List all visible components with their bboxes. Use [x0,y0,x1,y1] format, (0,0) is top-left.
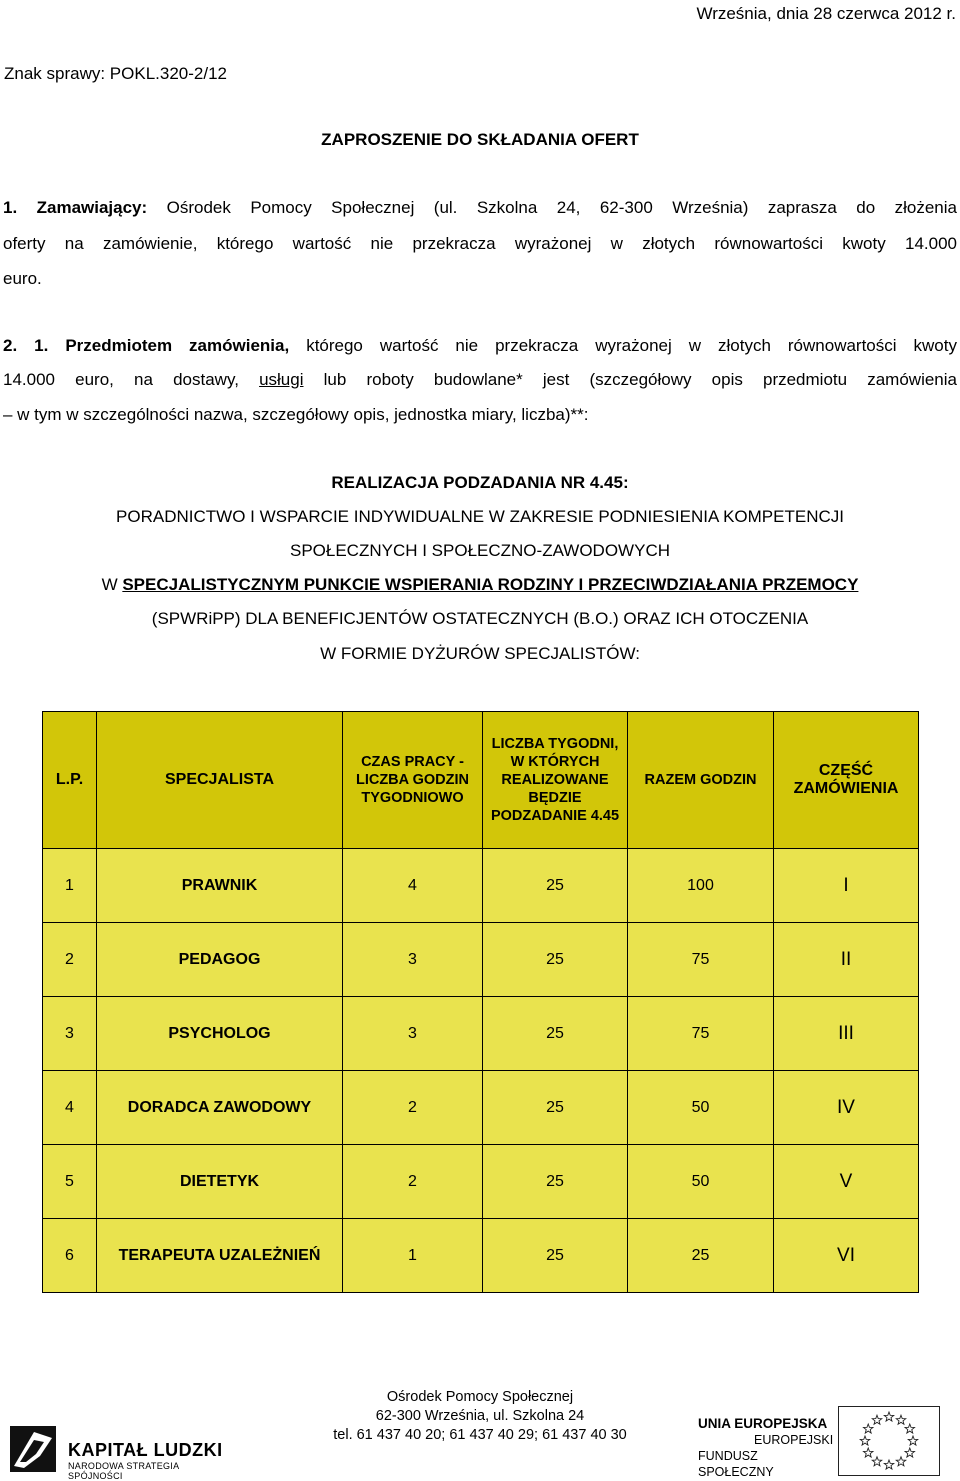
specialists-table [42,711,919,1293]
task-heading: REALIZACJA PODZADANIA NR 4.45: [331,473,629,492]
eu-line3: FUNDUSZ SPOŁECZNY [698,1449,774,1479]
header-hours: CZAS PRACY - LICZBA GODZIN TYGODNIOWO [343,712,483,849]
task-line5: W FORMIE DYŻURÓW SPECJALISTÓW: [320,644,640,663]
header-specialist: SPECJALISTA [97,712,343,849]
cell-total: 75 [628,923,774,997]
kapital-ludzki-mark-icon [10,1426,56,1472]
eu-star-icon [896,1415,906,1424]
cell-total: 75 [628,997,774,1071]
cell-hours: 2 [343,1145,483,1219]
cell-part: V [774,1145,919,1219]
cell-lp: 1 [43,849,97,923]
table-row [43,997,919,1071]
cell-part: VI [774,1219,919,1293]
eu-line2: EUROPEJSKI [754,1433,834,1447]
header-total: RAZEM GODZIN [628,712,774,849]
task-line3-underlined: SPECJALISTYCZNYM PUNKCIE WSPIERANIA RODZINY I PRZECIWDZIAŁANIA PRZEMOCY [122,575,859,594]
eu-star-icon [908,1436,918,1445]
table-row [43,1071,919,1145]
footer-address: 62-300 Września, ul. Szkolna 24 [375,1408,585,1424]
section2-text1: którego wartość nie przekracza wyrażonej w złotych równowartości kwoty [306,336,957,355]
kapital-ludzki-subtitle: NARODOWA STRATEGIA SPÓJNOŚCI [68,1461,179,1481]
section1-line3: euro. [3,269,42,288]
eu-star-icon [905,1424,915,1433]
task-line4: (SPWRiPP) DLA BENEFICJENTÓW OSTATECZNYCH (B.O.) ORAZ ICH OTOCZENIA [151,609,809,628]
footer-phone: tel. 61 437 40 20; 61 437 40 29; 61 437 40 30 [333,1427,627,1443]
header-part: CZĘŚĆ ZAMÓWIENIA [774,712,919,849]
cell-lp: 6 [43,1219,97,1293]
eu-line1: UNIA EUROPEJSKA [698,1416,828,1431]
cell-weeks: 25 [483,923,628,997]
table-row [43,923,919,997]
case-reference: Znak sprawy: POKL.320-2/12 [4,64,228,83]
cell-part: III [774,997,919,1071]
document-title: ZAPROSZENIE DO SKŁADANIA OFERT [321,130,639,149]
cell-part: IV [774,1071,919,1145]
cell-specialist: PRAWNIK [97,849,343,923]
cell-hours: 4 [343,849,483,923]
footer-org: Ośrodek Pomocy Społecznej [386,1389,574,1405]
section1-line2: oferty na zamówienie, którego wartość nie przekracza wyrażonej w złotych równowartości kwoty 14.000 [3,234,957,253]
table-row [43,849,919,923]
task-line1: PORADNICTWO I WSPARCIE INDYWIDUALNE W ZAKRESIE PODNIESIENIA KOMPETENCJI [116,507,844,526]
cell-total: 25 [628,1219,774,1293]
eu-flag-icon [838,1406,940,1476]
cell-lp: 4 [43,1071,97,1145]
cell-total: 100 [628,849,774,923]
cell-part: II [774,923,919,997]
cell-specialist: PEDAGOG [97,923,343,997]
cell-lp: 2 [43,923,97,997]
task-line3-prefix: W [101,575,118,594]
cell-weeks: 25 [483,1145,628,1219]
kapital-ludzki-title: KAPITAŁ LUDZKI [68,1440,223,1460]
eu-star-icon [860,1436,870,1445]
cell-total: 50 [628,1071,774,1145]
eu-star-icon [872,1415,882,1424]
section2-line3: – w tym w szczególności nazwa, szczegółowy opis, jednostka miary, liczba)**: [3,405,589,424]
eu-star-icon [905,1448,915,1457]
table-row [43,1145,919,1219]
section2-services: usługi [259,370,304,389]
eu-star-icon [863,1424,873,1433]
section1-label: 1. Zamawiający: [3,198,148,217]
cell-specialist: TERAPEUTA UZALEŻNIEŃ [97,1219,343,1293]
cell-weeks: 25 [483,1071,628,1145]
kapital-ludzki-logo [8,1424,228,1481]
eu-star-icon [884,1412,894,1421]
section1-line1 [3,198,957,218]
cell-hours: 3 [343,997,483,1071]
eu-star-icon [896,1457,906,1466]
task-line3 [0,575,960,595]
cell-part: I [774,849,919,923]
section2-line1 [3,336,957,356]
section2-line2 [3,370,957,390]
section2-label: 2. 1. Przedmiotem zamówienia, [3,336,290,355]
section2-text2b: lub roboty budowlane* jest (szczegółowy opis przedmiotu zamówienia [323,370,957,389]
cell-lp: 3 [43,997,97,1071]
eu-star-icon [863,1448,873,1457]
cell-weeks: 25 [483,1219,628,1293]
section1-text1: Ośrodek Pomocy Społecznej (ul. Szkolna 24, 62-300 Września) zaprasza do złożenia [166,198,957,217]
cell-hours: 2 [343,1071,483,1145]
header-weeks: LICZBA TYGODNI, W KTÓRYCH REALIZOWANE BĘDZIE PODZADANIE 4.45 [483,712,628,849]
cell-weeks: 25 [483,997,628,1071]
section2-text2a: 14.000 euro, na dostawy, [3,370,239,389]
cell-specialist: PSYCHOLOG [97,997,343,1071]
cell-specialist: DIETETYK [97,1145,343,1219]
header-lp: L.P. [43,712,97,849]
cell-total: 50 [628,1145,774,1219]
table-header-row [43,712,919,849]
table-row [43,1219,919,1293]
cell-hours: 3 [343,923,483,997]
cell-weeks: 25 [483,849,628,923]
cell-lp: 5 [43,1145,97,1219]
date-line: Września, dnia 28 czerwca 2012 r. [696,4,956,23]
eu-star-icon [872,1457,882,1466]
cell-specialist: DORADCA ZAWODOWY [97,1071,343,1145]
eu-text-logo [698,1416,834,1479]
eu-star-icon [884,1460,894,1469]
cell-hours: 1 [343,1219,483,1293]
task-line2: SPOŁECZNYCH I SPOŁECZNO-ZAWODOWYCH [289,541,670,560]
